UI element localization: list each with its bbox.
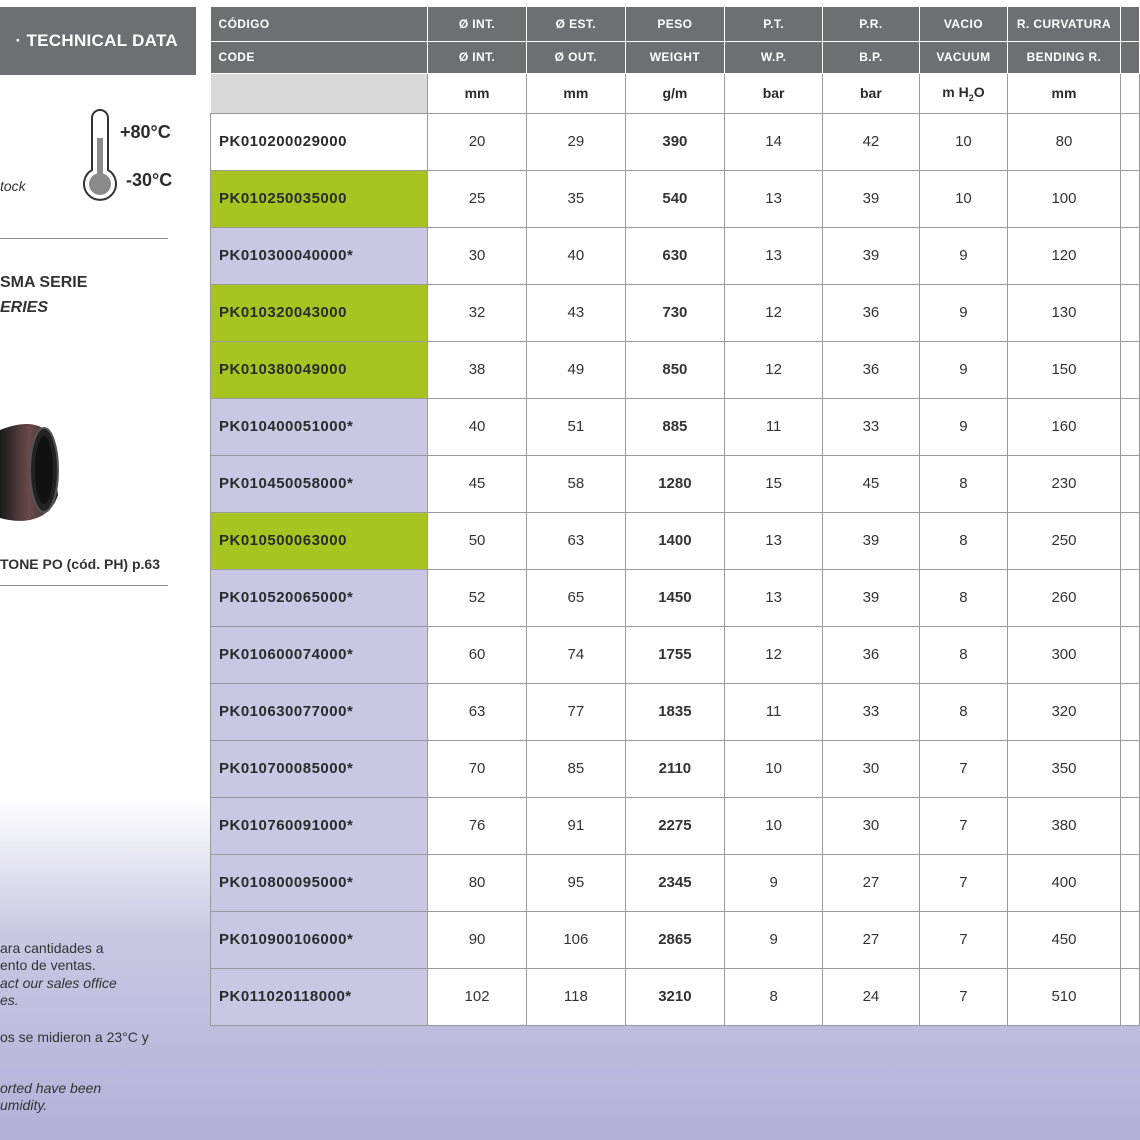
cell-out: 40	[526, 227, 625, 284]
cell-weight: 730	[625, 284, 724, 341]
cell-weight: 850	[625, 341, 724, 398]
cell-out: 91	[526, 797, 625, 854]
cell-weight: 2865	[625, 911, 724, 968]
note-line: ara cantidades a	[0, 940, 104, 956]
technical-data-table	[210, 7, 1140, 1026]
cell-extra	[1120, 341, 1139, 398]
cell-out: 58	[526, 455, 625, 512]
col-header: B.P.	[823, 41, 919, 73]
product-code: PK010300040000*	[211, 227, 428, 284]
table-row	[211, 740, 1140, 797]
cell-wp: 14	[724, 113, 822, 170]
col-header: CODE	[211, 41, 428, 73]
product-code: PK010450058000*	[211, 455, 428, 512]
cell-int: 25	[428, 170, 527, 227]
col-header: PESO	[625, 7, 724, 41]
table-row	[211, 227, 1140, 284]
cell-vac: 9	[919, 341, 1008, 398]
col-header: P.R.	[823, 7, 919, 41]
series-title-en: ERIES	[0, 299, 49, 316]
cell-extra	[1120, 968, 1139, 1025]
cell-bend: 400	[1008, 854, 1120, 911]
product-code: PK010400051000*	[211, 398, 428, 455]
cell-int: 30	[428, 227, 527, 284]
cell-weight: 2345	[625, 854, 724, 911]
cell-extra	[1120, 398, 1139, 455]
cell-vac: 7	[919, 968, 1008, 1025]
cell-out: 29	[526, 113, 625, 170]
unit-cell-vacuum: m $H_2O$	[919, 73, 1008, 113]
product-code: PK010630077000*	[211, 683, 428, 740]
cell-extra	[1120, 854, 1139, 911]
cell-int: 102	[428, 968, 527, 1025]
note-line: act our sales office	[0, 975, 117, 991]
col-header	[1120, 7, 1139, 41]
product-code: PK010500063000	[211, 512, 428, 569]
units-row	[211, 73, 1140, 113]
cell-bend: 80	[1008, 113, 1120, 170]
temp-max: +80°C	[120, 122, 171, 142]
cell-out: 35	[526, 170, 625, 227]
col-header: R. CURVATURA	[1008, 7, 1120, 41]
cell-int: 32	[428, 284, 527, 341]
table-row	[211, 455, 1140, 512]
cell-extra	[1120, 512, 1139, 569]
cell-extra	[1120, 626, 1139, 683]
cell-vac: 9	[919, 398, 1008, 455]
cell-wp: 9	[724, 854, 822, 911]
cell-bend: 100	[1008, 170, 1120, 227]
cell-weight: 885	[625, 398, 724, 455]
cell-weight: 630	[625, 227, 724, 284]
cell-vac: 8	[919, 455, 1008, 512]
cell-int: 45	[428, 455, 527, 512]
cell-vac: 9	[919, 227, 1008, 284]
cell-out: 43	[526, 284, 625, 341]
cell-bp: 27	[823, 854, 919, 911]
cell-extra	[1120, 683, 1139, 740]
unit-cell: g/m	[625, 73, 724, 113]
cell-wp: 13	[724, 227, 822, 284]
note-line: ento de ventas.	[0, 957, 96, 973]
col-header: BENDING R.	[1008, 41, 1120, 73]
divider	[0, 238, 168, 239]
temp-min: -30°C	[126, 170, 173, 190]
table-row	[211, 797, 1140, 854]
table-row	[211, 113, 1140, 170]
col-header: Ø EST.	[526, 7, 625, 41]
cell-bp: 36	[823, 284, 919, 341]
cell-bp: 36	[823, 341, 919, 398]
cell-weight: 540	[625, 170, 724, 227]
cell-int: 90	[428, 911, 527, 968]
product-code: PK010520065000*	[211, 569, 428, 626]
cell-bp: 24	[823, 968, 919, 1025]
cell-out: 74	[526, 626, 625, 683]
cell-out: 49	[526, 341, 625, 398]
cell-bp: 39	[823, 227, 919, 284]
cell-wp: 9	[724, 911, 822, 968]
unit-cell	[1120, 73, 1139, 113]
cell-vac: 7	[919, 740, 1008, 797]
table-row	[211, 398, 1140, 455]
table-row	[211, 512, 1140, 569]
cell-vac: 8	[919, 569, 1008, 626]
hose-image	[0, 400, 62, 530]
col-header: Ø INT.	[428, 41, 527, 73]
cell-weight: 1755	[625, 626, 724, 683]
cell-vac: 8	[919, 683, 1008, 740]
cell-wp: 12	[724, 284, 822, 341]
product-code: PK010800095000*	[211, 854, 428, 911]
table-row	[211, 854, 1140, 911]
cell-extra	[1120, 284, 1139, 341]
cell-wp: 8	[724, 968, 822, 1025]
cell-out: 106	[526, 911, 625, 968]
product-code: PK010900106000*	[211, 911, 428, 968]
cell-bend: 230	[1008, 455, 1120, 512]
cell-out: 65	[526, 569, 625, 626]
cell-bend: 380	[1008, 797, 1120, 854]
thermometer-icon	[80, 108, 120, 208]
cell-int: 63	[428, 683, 527, 740]
cell-int: 20	[428, 113, 527, 170]
table-row	[211, 968, 1140, 1025]
cell-extra	[1120, 455, 1139, 512]
cell-bend: 320	[1008, 683, 1120, 740]
cell-int: 50	[428, 512, 527, 569]
cell-weight: 2110	[625, 740, 724, 797]
note-line: es.	[0, 992, 19, 1008]
product-code: PK011020118000*	[211, 968, 428, 1025]
cell-wp: 13	[724, 512, 822, 569]
cell-vac: 9	[919, 284, 1008, 341]
cell-weight: 1835	[625, 683, 724, 740]
cell-vac: 7	[919, 854, 1008, 911]
cell-int: 38	[428, 341, 527, 398]
table-row	[211, 626, 1140, 683]
cell-int: 80	[428, 854, 527, 911]
cell-vac: 10	[919, 170, 1008, 227]
unit-cell: bar	[823, 73, 919, 113]
cell-wp: 10	[724, 740, 822, 797]
cell-extra	[1120, 569, 1139, 626]
product-code: PK010380049000	[211, 341, 428, 398]
col-header: VACUUM	[919, 41, 1008, 73]
table-row	[211, 911, 1140, 968]
table-row	[211, 341, 1140, 398]
cell-bp: 39	[823, 569, 919, 626]
product-code: PK010250035000	[211, 170, 428, 227]
cell-bend: 510	[1008, 968, 1120, 1025]
cell-extra	[1120, 227, 1139, 284]
cell-bend: 300	[1008, 626, 1120, 683]
cell-extra	[1120, 170, 1139, 227]
cell-bp: 36	[823, 626, 919, 683]
header-row-es	[211, 7, 1140, 41]
cell-vac: 10	[919, 113, 1008, 170]
product-code: PK010700085000*	[211, 740, 428, 797]
cell-bp: 30	[823, 740, 919, 797]
cell-bend: 150	[1008, 341, 1120, 398]
cell-weight: 390	[625, 113, 724, 170]
cell-extra	[1120, 113, 1139, 170]
col-header: Ø INT.	[428, 7, 527, 41]
divider	[0, 585, 168, 586]
cell-int: 76	[428, 797, 527, 854]
cell-weight: 1280	[625, 455, 724, 512]
cell-out: 118	[526, 968, 625, 1025]
note-line: os se midieron a 23°C y	[0, 1029, 149, 1045]
cell-weight: 1450	[625, 569, 724, 626]
col-header: Ø OUT.	[526, 41, 625, 73]
unit-cell: mm	[526, 73, 625, 113]
cell-wp: 10	[724, 797, 822, 854]
cell-wp: 12	[724, 626, 822, 683]
col-header: CÓDIGO	[211, 7, 428, 41]
cell-bend: 250	[1008, 512, 1120, 569]
unit-cell: bar	[724, 73, 822, 113]
cell-wp: 11	[724, 398, 822, 455]
cell-vac: 7	[919, 911, 1008, 968]
cell-extra	[1120, 797, 1139, 854]
cell-bend: 130	[1008, 284, 1120, 341]
table-row	[211, 569, 1140, 626]
col-header: WEIGHT	[625, 41, 724, 73]
table-row	[211, 284, 1140, 341]
cell-bend: 120	[1008, 227, 1120, 284]
cell-out: 63	[526, 512, 625, 569]
cell-out: 95	[526, 854, 625, 911]
series-title-es: SMA SERIE	[0, 274, 88, 291]
cell-bp: 33	[823, 398, 919, 455]
cell-out: 51	[526, 398, 625, 455]
cell-weight: 3210	[625, 968, 724, 1025]
cell-bend: 160	[1008, 398, 1120, 455]
cell-vac: 7	[919, 797, 1008, 854]
table-row	[211, 683, 1140, 740]
note-line: umidity.	[0, 1097, 48, 1113]
cell-wp: 13	[724, 569, 822, 626]
cell-bp: 27	[823, 911, 919, 968]
cell-wp: 15	[724, 455, 822, 512]
unit-cell: mm	[428, 73, 527, 113]
cell-int: 60	[428, 626, 527, 683]
cell-bp: 42	[823, 113, 919, 170]
cell-bp: 30	[823, 797, 919, 854]
table-row	[211, 170, 1140, 227]
col-header	[1120, 41, 1139, 73]
note-line: orted have been	[0, 1080, 102, 1096]
product-code: PK010600074000*	[211, 626, 428, 683]
header-row-en	[211, 41, 1140, 73]
cell-bend: 350	[1008, 740, 1120, 797]
product-code: PK010760091000*	[211, 797, 428, 854]
cell-wp: 13	[724, 170, 822, 227]
cell-int: 52	[428, 569, 527, 626]
col-header: P.T.	[724, 7, 822, 41]
unit-cell	[211, 73, 428, 113]
col-header: VACIO	[919, 7, 1008, 41]
cell-wp: 12	[724, 341, 822, 398]
product-code: PK010320043000	[211, 284, 428, 341]
product-code: PK010200029000	[211, 113, 428, 170]
cell-out: 77	[526, 683, 625, 740]
cell-bp: 39	[823, 170, 919, 227]
cell-vac: 8	[919, 626, 1008, 683]
cell-bend: 260	[1008, 569, 1120, 626]
cell-out: 85	[526, 740, 625, 797]
reference-note: TONE PO (cód. PH) p.63	[0, 556, 160, 572]
cell-int: 70	[428, 740, 527, 797]
cell-weight: 2275	[625, 797, 724, 854]
col-header: W.P.	[724, 41, 822, 73]
stock-note: tock	[0, 178, 26, 194]
cell-extra	[1120, 911, 1139, 968]
cell-bp: 33	[823, 683, 919, 740]
cell-bp: 39	[823, 512, 919, 569]
cell-bp: 45	[823, 455, 919, 512]
cell-extra	[1120, 740, 1139, 797]
cell-int: 40	[428, 398, 527, 455]
cell-wp: 11	[724, 683, 822, 740]
unit-cell: mm	[1008, 73, 1120, 113]
section-header: · TECHNICAL DATA	[0, 7, 196, 75]
cell-weight: 1400	[625, 512, 724, 569]
cell-vac: 8	[919, 512, 1008, 569]
cell-bend: 450	[1008, 911, 1120, 968]
